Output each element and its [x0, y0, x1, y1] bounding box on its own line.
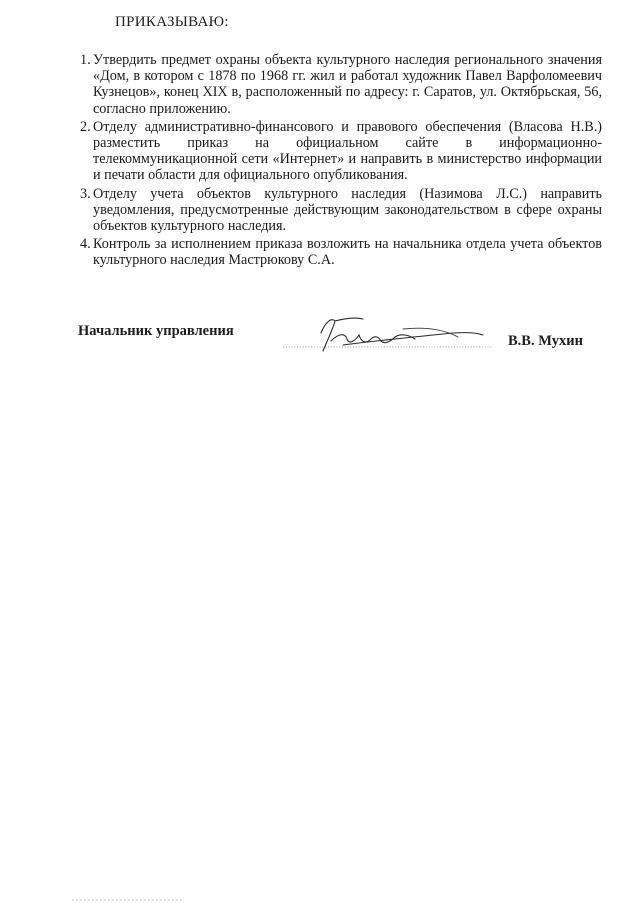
order-item-number: 3. — [80, 185, 91, 202]
order-item-2 — [80, 119, 602, 184]
order-item-number: 4. — [80, 236, 91, 253]
handwritten-signature — [283, 311, 523, 361]
order-item-number: 2. — [80, 118, 91, 135]
signatory-position: Начальник управления — [78, 323, 234, 339]
order-item-text: Отделу административно-финансового и правового обеспечения (Власова Н.В.) разместить приказ на официальном сайте в информационно-телекоммуникационной сети «Интернет» и направить в министерство информации и печати области для официального опубликования. — [93, 118, 602, 184]
signature-block — [78, 323, 598, 363]
order-item-1 — [80, 52, 602, 117]
order-item-text: Утвердить предмет охраны объекта культурного наследия регионального значения «Дом, в котором с 1878 по 1968 гг. жил и работал художник Павел Варфоломеевич Кузнецов», конец XIX в, расположенный по адресу: г. Саратов, ул. Октябрьская, 56, согласно приложению. — [93, 52, 602, 117]
signatory-name: В.В. Мухин — [508, 333, 583, 349]
footer-dotted-line — [72, 899, 182, 901]
order-item-text: Отделу учета объектов культурного наследия (Назимова Л.С.) направить уведомления, предусмотренные действующим законодательством в сфере охраны объектов культурного наследия. — [93, 185, 602, 235]
order-heading: ПРИКАЗЫВАЮ: — [115, 14, 229, 30]
order-item-number: 1. — [80, 52, 91, 68]
order-item-4 — [80, 236, 602, 268]
order-item-text: Контроль за исполнением приказа возложить на начальника отдела учета объектов культурного наследия Мастрюкову С.А. — [93, 236, 602, 269]
order-item-3 — [80, 186, 602, 235]
order-items-list — [80, 52, 602, 271]
